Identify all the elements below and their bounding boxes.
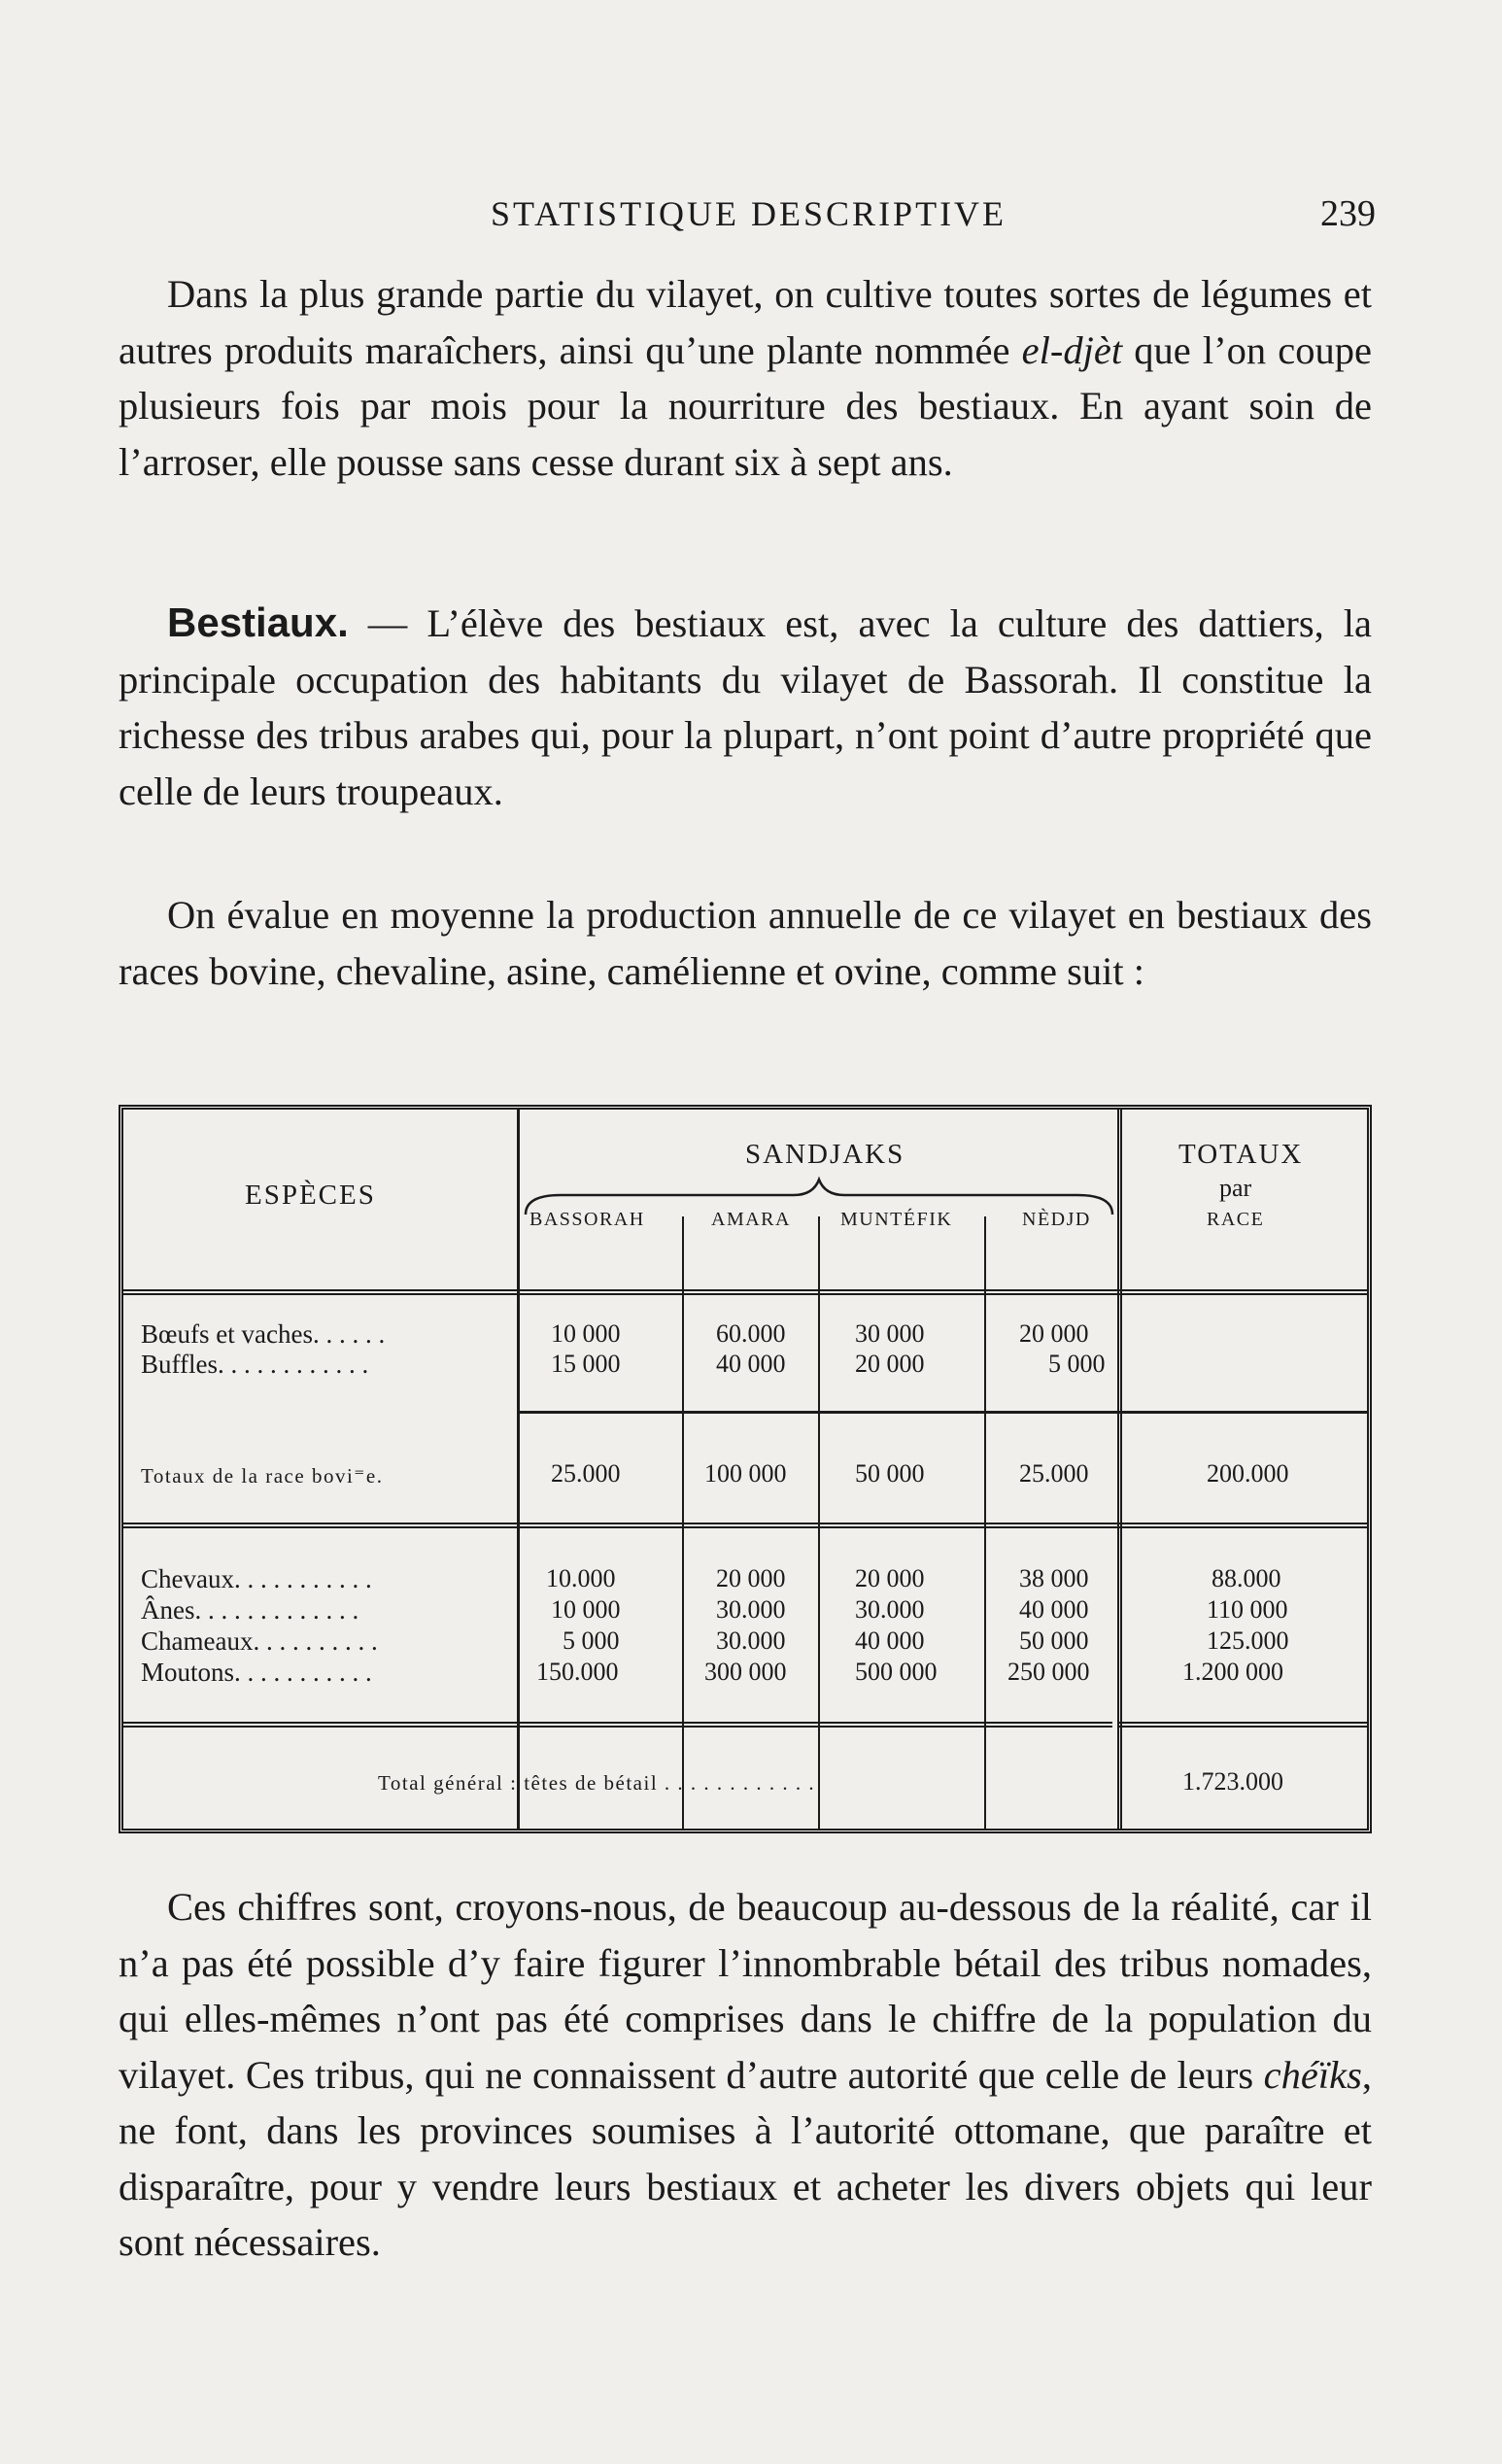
row-label: Chameaux. . . . . . . . . .: [141, 1626, 378, 1656]
header-totaux: TOTAUX: [1178, 1139, 1304, 1170]
livestock-table: [119, 1105, 1372, 1833]
cell-total: 88.000: [1212, 1564, 1281, 1592]
grand-total-label: Total général : têtes de bétail . . . . . . . . . . . .: [378, 1771, 816, 1795]
paragraph-text: que l’on coupe plusieurs fois par mois pour la nourriture des bestiaux. En ayant soin de l’arroser, elle pousse sans cesse durant six à sept ans.: [119, 327, 1373, 484]
cell-value: 20 000: [1019, 1319, 1089, 1348]
grand-total-value: 1.723.000: [1182, 1767, 1283, 1796]
cell-total: 1.200 000: [1182, 1658, 1283, 1686]
paragraph-bestiaux: [119, 595, 1372, 819]
paragraph-production: [119, 887, 1372, 999]
section-heading: Bestiaux.: [167, 599, 349, 645]
cell-value: 300 000: [704, 1658, 787, 1686]
paragraph-conclusion: [119, 1879, 1372, 2271]
cell-value: 20 000: [855, 1350, 925, 1378]
header-sandjak-bassorah: BASSORAH: [529, 1209, 645, 1230]
cell-value: 5 000: [563, 1626, 620, 1655]
row-label: Ânes. . . . . . . . . . . . .: [141, 1595, 359, 1625]
header-sandjak-muntefik: MUNTÉFIK: [840, 1209, 953, 1230]
header-sandjak-amara: AMARA: [711, 1209, 791, 1230]
table-rule: [1117, 1722, 1367, 1728]
header-par: par: [1219, 1174, 1252, 1202]
cell-value: 20 000: [716, 1564, 786, 1592]
cell-value: 40 000: [1019, 1595, 1089, 1624]
page-number: 239: [1320, 193, 1376, 234]
paragraph-text: Ces chiffres sont, croyons-nous, de beaucoup au-dessous de la réalité, car il n’a pas été possible d’y faire figurer l’innombrable bétail des tribus nomades, qui elles-mêmes n’ont pas été comprises dans le chiffre de la population du vilayet. Ces tribus, qui ne connaissent d’autre autorité que celle de leurs: [119, 1885, 1372, 2097]
running-head: [121, 189, 1376, 238]
table-rule: [123, 1523, 1367, 1528]
table-rule: [123, 1289, 1367, 1295]
cell-total: 125.000: [1207, 1626, 1289, 1655]
cell-value: 250 000: [1007, 1658, 1090, 1686]
paragraph-text: , ne font, dans les provinces soumises à l’autorité ottomane, que paraître et disparaître, pour y vendre leurs bestiaux et acheter les divers objets qui leur sont nécessaires.: [119, 2052, 1372, 2264]
cell-total: 200.000: [1207, 1459, 1289, 1488]
table-rule: [1117, 1110, 1122, 1829]
paragraph-text: On évalue en moyenne la production annuelle de ce vilayet en bestiaux des races bovine, chevaline, asine, camélienne et ovine, comme suit :: [119, 893, 1372, 993]
cell-value: 40 000: [716, 1350, 786, 1378]
cell-value: 15 000: [551, 1350, 621, 1378]
italic-term: el-djèt: [1021, 327, 1123, 372]
cell-value: 30.000: [716, 1595, 786, 1624]
cell-value: 10.000: [546, 1564, 616, 1592]
table-rule: [517, 1411, 1367, 1414]
cell-value: 500 000: [855, 1658, 938, 1686]
header-especes: ESPÈCES: [245, 1180, 376, 1211]
cell-value: 10 000: [551, 1319, 621, 1348]
header-sandjaks: SANDJAKS: [745, 1139, 905, 1170]
row-label: Bœufs et vaches. . . . . .: [141, 1319, 386, 1349]
header-race: RACE: [1207, 1209, 1265, 1230]
cell-value: 30.000: [716, 1626, 786, 1655]
cell-value: 38 000: [1019, 1564, 1089, 1592]
cell-value: 100 000: [704, 1459, 787, 1488]
row-label: Chevaux. . . . . . . . . . .: [141, 1564, 372, 1593]
paragraph-text: — L’élève des bestiaux est, avec la culture des dattiers, la principale occupation des habitants du vilayet de Bassorah. Il constitue la richesse des tribus arabes qui, pour la plupart, n’ont point d’autre propriété que celle de leurs troupeaux.: [119, 601, 1372, 813]
table-rule: [123, 1722, 1112, 1728]
cell-value: 5 000: [1048, 1350, 1106, 1378]
cell-value: 50 000: [1019, 1626, 1089, 1655]
row-label: Moutons. . . . . . . . . . .: [141, 1658, 372, 1687]
cell-value: 25.000: [1019, 1459, 1089, 1488]
cell-value: 25.000: [551, 1459, 621, 1488]
cell-value: 20 000: [855, 1564, 925, 1592]
italic-term: chéïks: [1263, 2052, 1362, 2097]
row-label: Buffles. . . . . . . . . . . .: [141, 1350, 369, 1379]
paragraph-legumes: [119, 266, 1372, 490]
header-sandjak-nedjd: NÈDJD: [1022, 1209, 1091, 1230]
cell-value: 30.000: [855, 1595, 925, 1624]
cell-value: 150.000: [536, 1658, 619, 1686]
cell-value: 50 000: [855, 1459, 925, 1488]
cell-value: 10 000: [551, 1595, 621, 1624]
row-label-total-bovine: Totaux de la race bovi⁼e.: [141, 1464, 384, 1488]
paragraph-text: Dans la plus grande partie du vilayet, on cultive toutes sortes de légumes et autres produits maraîchers, ainsi qu’une plante nommée: [119, 272, 1372, 372]
running-title: STATISTIQUE DESCRIPTIVE: [490, 194, 1007, 233]
cell-value: 60.000: [716, 1319, 786, 1348]
cell-value: 30 000: [855, 1319, 925, 1348]
cell-value: 40 000: [855, 1626, 925, 1655]
cell-total: 110 000: [1207, 1595, 1288, 1624]
table-rule: [517, 1110, 520, 1829]
